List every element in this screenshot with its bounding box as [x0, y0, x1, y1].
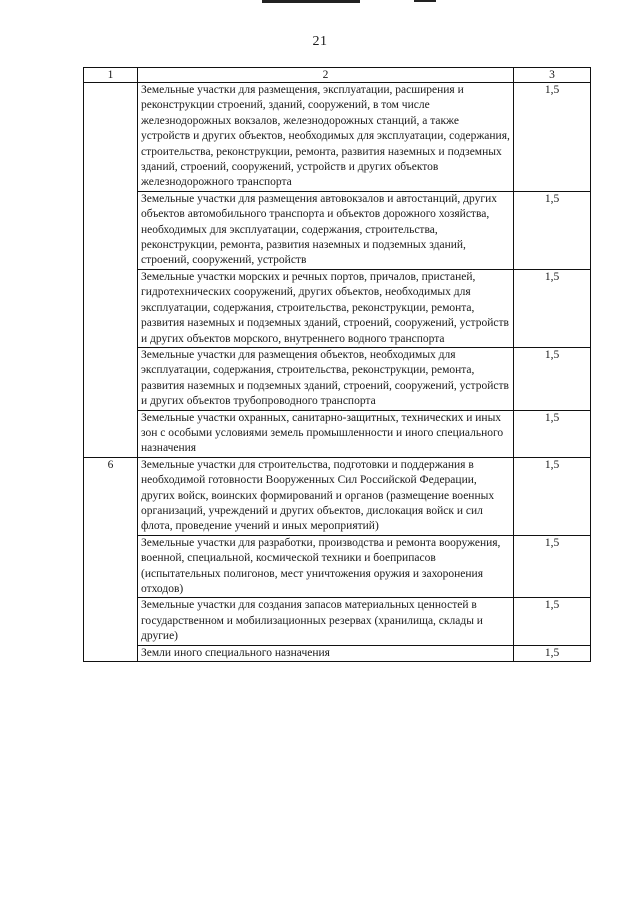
table-row: [84, 645, 591, 661]
land-coefficient-table: [83, 67, 591, 662]
coefficient-cell: 1,5: [514, 457, 591, 535]
land-category-cell: Земельные участки для разработки, производства и ремонта вооружения, военной, специальной, космической техники и боеприпасов (испытательных полигонов, мест уничтожения оружия и захоронения отходов): [138, 535, 514, 598]
scan-artifact-mark: [262, 0, 360, 3]
land-category-cell: Земельные участки для создания запасов материальных ценностей в государственном и мобилизационных резервах (хранилища, склады и другие): [138, 598, 514, 645]
land-category-cell: Земельные участки для размещения объектов, необходимых для эксплуатации, содержания, строительства, реконструкции, ремонта, развития наземных и подземных зданий, строений, сооружений, устройств и других объектов трубопроводного транспорта: [138, 347, 514, 410]
scan-artifact-mark: [414, 0, 436, 2]
table-row: [84, 191, 591, 269]
land-category-cell: Земельные участки морских и речных портов, причалов, пристаней, гидротехнических сооружений, других объектов, необходимых для эксплуатации, содержания, строительства, реконструкции, ремонта, развития наземных и подземных зданий, строений, сооружений, устройств и других объектов морского, внутреннего водного транспорта: [138, 269, 514, 347]
table-body: [84, 83, 591, 662]
page-number: 21: [312, 34, 328, 49]
coefficient-cell: 1,5: [514, 83, 591, 192]
coefficient-cell: 1,5: [514, 347, 591, 410]
coefficient-cell: 1,5: [514, 598, 591, 645]
table-row: [84, 347, 591, 410]
group-number-cell: [84, 83, 138, 458]
land-category-cell: Земельные участки для строительства, подготовки и поддержания в необходимой готовности Вооруженных Сил Российской Федерации, других войск, воинских формирований и органов (размещение военных организаций, учреждений и других объектов, дислокация войск и сил флота, проведение учений и иных мероприятий): [138, 457, 514, 535]
coefficient-cell: 1,5: [514, 269, 591, 347]
table-row: [84, 535, 591, 598]
table-header-row: [84, 68, 591, 83]
table-row: [84, 410, 591, 457]
group-number-cell: 6: [84, 457, 138, 661]
table-row: [84, 598, 591, 645]
land-category-cell: Земельные участки охранных, санитарно-защитных, технических и иных зон с особыми условиями земель промышленности и иного специального назначения: [138, 410, 514, 457]
coefficient-cell: 1,5: [514, 645, 591, 661]
coefficient-cell: 1,5: [514, 191, 591, 269]
table-row: [84, 457, 591, 535]
column-header-coefficient: 3: [514, 68, 591, 83]
coefficient-cell: 1,5: [514, 535, 591, 598]
table-row: [84, 269, 591, 347]
land-category-cell: Земельные участки для размещения автовокзалов и автостанций, других объектов автомобильного транспорта и объектов дорожного хозяйства, необходимых для эксплуатации, содержания, строительства, реконструкции, ремонта, развития наземных и подземных зданий, строений, сооружений, устройств: [138, 191, 514, 269]
column-header-number: 1: [84, 68, 138, 83]
land-category-cell: Земельные участки для размещения, эксплуатации, расширения и реконструкции строений, зданий, сооружений, в том числе железнодорожных вокзалов, железнодорожных станций, а также устройств и других объектов, необходимых для эксплуатации, содержания, строительства, реконструкции, ремонта, развития наземных и подземных зданий, строений, сооружений, устройств и других объектов железнодорожного транспорта: [138, 83, 514, 192]
table-row: [84, 83, 591, 192]
column-header-description: 2: [138, 68, 514, 83]
land-category-cell: Земли иного специального назначения: [138, 645, 514, 661]
coefficient-cell: 1,5: [514, 410, 591, 457]
